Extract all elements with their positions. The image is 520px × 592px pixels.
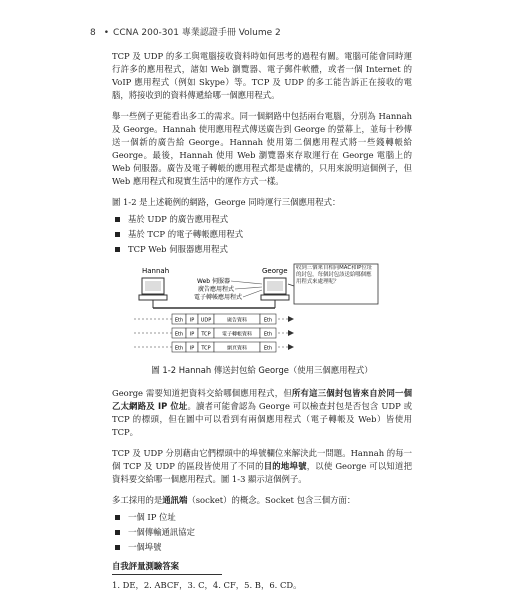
cell-ip: IP bbox=[189, 317, 195, 324]
figure-caption: 圖 1-2 Hannah 傳送封包給 George（使用三個應用程式） bbox=[151, 365, 373, 376]
george-label: George bbox=[262, 267, 288, 276]
page-header bbox=[90, 27, 281, 41]
list-item: 基於 TCP 的電子轉帳應用程式 bbox=[112, 228, 412, 241]
cell-trailer: Eth bbox=[263, 331, 273, 338]
web-server-label: Web 伺服器 bbox=[197, 278, 230, 286]
transfer-app-label: 電子轉帳應用程式 bbox=[193, 294, 242, 302]
paragraph-figure-intro: 圖 1-2 是上述範例的網路，George 同時運行三個應用程式： bbox=[112, 197, 341, 208]
cell-data: 電子轉帳資料 bbox=[221, 331, 253, 338]
paragraph-port-solution bbox=[112, 447, 412, 486]
paragraph-socket bbox=[112, 494, 412, 507]
app-list bbox=[112, 213, 412, 256]
text-run: George 需要知道把資料交給哪個應用程式，但 bbox=[112, 388, 292, 399]
george-computer-icon bbox=[261, 278, 289, 300]
cell-data: 廣告資料 bbox=[226, 317, 248, 324]
cell-eth: Eth bbox=[174, 345, 184, 352]
bullet-dot: • bbox=[103, 28, 110, 38]
cell-trailer: Eth bbox=[263, 345, 273, 352]
packet-row bbox=[134, 314, 294, 324]
list-item: 基於 UDP 的廣告應用程式 bbox=[112, 213, 412, 226]
list-item: TCP Web 伺服器應用程式 bbox=[112, 243, 412, 256]
packet-row bbox=[134, 328, 294, 338]
cell-eth: Eth bbox=[174, 317, 184, 324]
cell-eth: Eth bbox=[174, 331, 184, 338]
text-run: 。讀者可能會認為 George 可以檢查封包是否包含 UDP 或 TCP 的標頭，但在圖中可以看到有兩個應用程式（電子轉帳及 Web）皆使用 TCP。 bbox=[112, 401, 412, 438]
cell-ip: IP bbox=[189, 331, 195, 338]
figure-1-2 bbox=[112, 262, 412, 360]
bold-text: 所有這三個封包皆來自於同一個乙太網路及 IP 位址 bbox=[112, 388, 412, 412]
bold-text: 通訊端 bbox=[162, 495, 188, 506]
packet-row bbox=[134, 342, 294, 352]
cell-proto: TCP bbox=[201, 345, 211, 352]
socket-list bbox=[112, 511, 412, 554]
page-number: 8 bbox=[90, 28, 96, 38]
hannah-computer-icon bbox=[139, 278, 167, 300]
network-diagram bbox=[112, 262, 412, 360]
text-run: 多工採用的是 bbox=[112, 495, 163, 506]
paragraph-example: 舉一些例子更能看出多工的需求。同一個網路中包括兩台電腦，分別為 Hannah 及 George。Hannah 使用應用程式傳送廣告到 George 的螢幕上，並每十秒傳送一個新的廣告給 George。Hannah 使用第二個應用程式將一些錢轉帳給 George。最後，Hannah 使用 Web 瀏覽器來存取運行在 George 電腦上的 Web 伺服器。廣告及電子轉帳的應用程式都是虛構的，只用來說明這個例子，但 Web 應用程式和現實生活中的運作方式一樣。 bbox=[112, 111, 412, 187]
page-body bbox=[112, 50, 412, 592]
cell-proto: UDP bbox=[200, 317, 212, 324]
list-item: 一個埠號 bbox=[112, 541, 412, 554]
cell-ip: IP bbox=[189, 345, 195, 352]
cell-trailer: Eth bbox=[263, 317, 273, 324]
paragraph-multiplexing-intro: TCP 及 UDP 的多工與電腦接收資料時如何思考的過程有關。電腦可能會同時運行許多的應用程式，諸如 Web 瀏覽器、電子郵件軟體，或者一個 Internet 的 VoIP 應用程式（例如 Skype）等。TCP 及 UDP 的多工能告訴正在接收的電腦，將接收到的資料傳遞給哪一個應用程式。 bbox=[112, 51, 412, 101]
book-title: CCNA 200-301 專業認證手冊 Volume 2 bbox=[113, 28, 281, 38]
text-run: （socket）的概念。Socket 包含三個方面： bbox=[187, 495, 356, 506]
text-run: TCP 及 UDP 分別藉由它們標頭中的埠號欄位來解決此一問題。Hannah 的每一個 TCP 及 UDP 的區段皆使用了不同的 bbox=[112, 448, 412, 472]
quiz-answers: 1. DE，2. ABCF，3. C，4. CF，5. B，6. CD。 bbox=[112, 580, 302, 591]
callout-text: 收到三個來自相同MAC和IP位址的封包，每個封包該送給哪個應用程式來處理呢？ bbox=[296, 265, 373, 286]
bold-text: 目的地埠號 bbox=[263, 461, 307, 472]
hannah-label: Hannah bbox=[142, 267, 170, 276]
quiz-answers-heading: 自我評量測驗答案 bbox=[112, 560, 222, 575]
text-run: ，以使 George 可以知道把資料要交給哪一個應用程式。圖 1-3 顯示這個例子。 bbox=[112, 461, 412, 485]
ad-app-label: 廣告應用程式 bbox=[197, 286, 234, 294]
cell-proto: TCP bbox=[201, 331, 211, 338]
list-item: 一個傳輸通訊協定 bbox=[112, 526, 412, 539]
list-item: 一個 IP 位址 bbox=[112, 511, 412, 524]
cell-data: 網頁資料 bbox=[226, 345, 248, 352]
paragraph-george-problem bbox=[112, 387, 412, 439]
